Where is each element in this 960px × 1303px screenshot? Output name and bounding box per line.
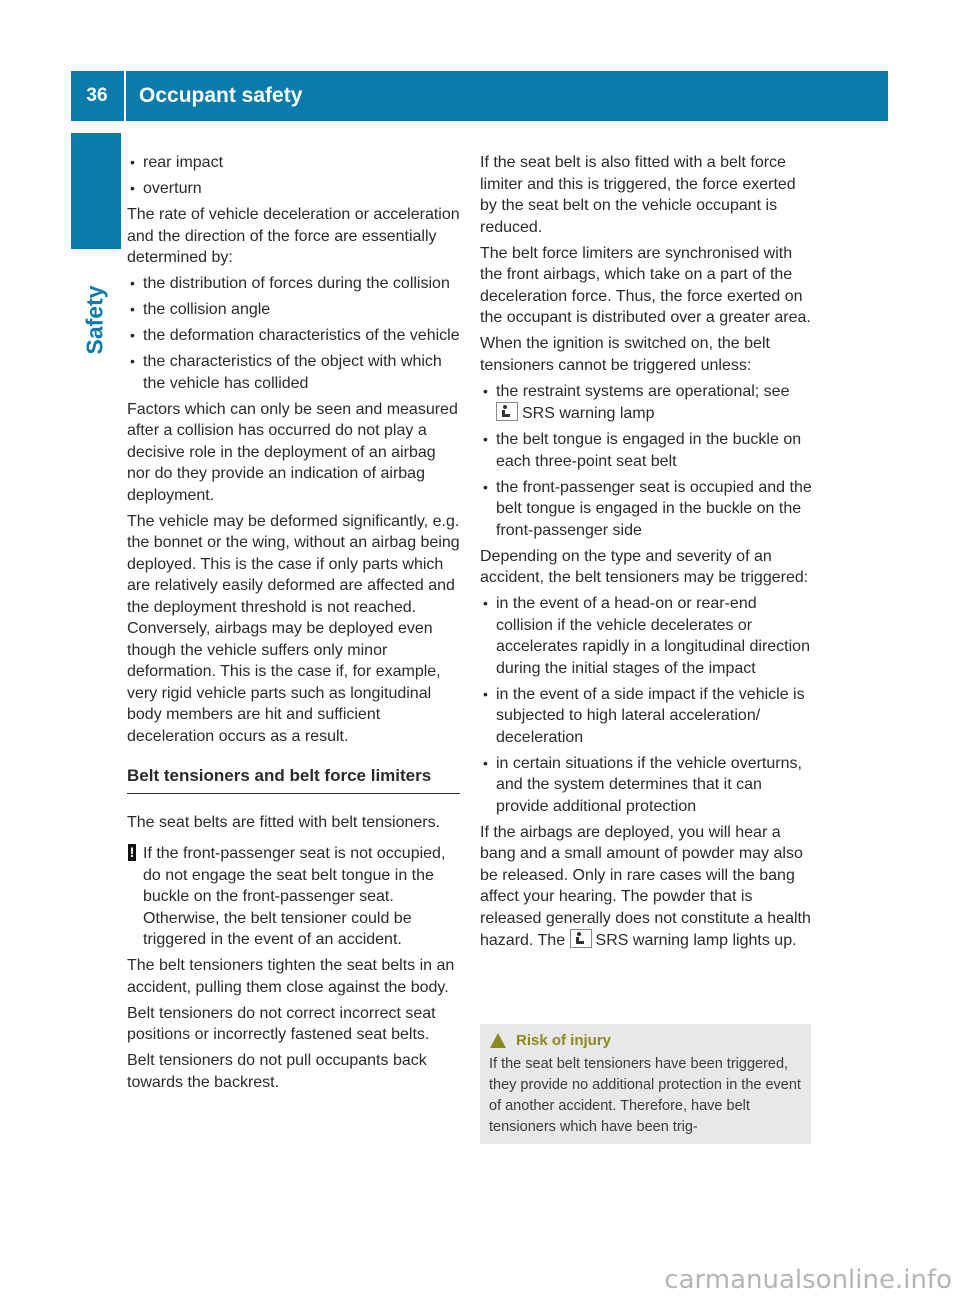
paragraph: Belt tensioners do not correct incorrect seat positions or incorrectly fastened seat belts.: [127, 1004, 436, 1043]
srs-lamp-reference[interactable]: SRS warning lamp: [522, 405, 655, 422]
paragraph: The belt force limiters are synchronised with the front airbags, which take on a part of the deceleration force. Thus, the force exerted on the occupant is distributed over a greater area.: [480, 244, 811, 326]
warning-triangle-icon: [490, 1033, 506, 1048]
left-column: [127, 152, 460, 1098]
paragraph: When the ignition is switched on, the belt tensioners cannot be triggered unless:: [480, 335, 770, 374]
side-label: [80, 285, 110, 355]
list-item-text: the front-passenger seat is occupied and the belt tongue is engaged in the buckle on the front-passenger side: [496, 478, 812, 539]
side-label-text: Safety: [81, 285, 108, 355]
paragraph: Depending on the type and severity of an accident, the belt tensioners may be triggered:: [480, 547, 809, 586]
paragraph: The seat belts are fitted with belt tensioners.: [127, 813, 441, 831]
list-item-text: in the event of a head-on or rear-end collision if the vehicle decelerates or accelerates rapidly in a longitudinal direction during the initial stages of the impact: [496, 595, 810, 677]
list-item: [127, 152, 460, 174]
srs-airbag-icon: [496, 402, 518, 421]
list-item-text: the characteristics of the object with which the vehicle has collided: [143, 353, 442, 392]
list-item: [480, 429, 813, 472]
list-item: [480, 593, 813, 679]
bullet-icon: •: [130, 275, 135, 291]
page-header: [71, 71, 888, 121]
bullet-icon: •: [483, 754, 488, 771]
side-tab: [71, 133, 121, 249]
list-item: [127, 273, 460, 295]
paragraph: The belt tensioners tighten the seat belts in an accident, pulling them close against the body.: [127, 957, 455, 996]
list-item-text: the deformation characteristics of the vehicle: [143, 327, 460, 344]
bullet-icon: •: [130, 353, 135, 369]
list-item-text: in certain situations if the vehicle overturns, and the system determines that it can provide additional protection: [496, 754, 802, 815]
list-item-text: in the event of a side impact if the vehicle is subjected to high lateral acceleration/ deceleration: [496, 685, 805, 746]
paragraph: Factors which can only be seen and measured after a collision has occurred do not play a decisive role in the deployment of an airbag nor do they provide an indication of airbag deployment.: [127, 400, 458, 504]
list-item: [127, 299, 460, 321]
list-item-text: the belt tongue is engaged in the buckle on each three-point seat belt: [496, 431, 802, 470]
warning-title: [490, 1030, 611, 1051]
srs-airbag-icon: [570, 929, 592, 948]
list-item-text: overturn: [143, 180, 202, 197]
bullet-icon: •: [483, 431, 488, 447]
paragraph: The rate of vehicle deceleration or acceleration and the direction of the force are essentially determined by:: [127, 206, 460, 266]
bullet-icon: •: [483, 382, 488, 399]
bullet-icon: •: [130, 154, 135, 170]
list-item-text: the restraint systems are operational; see: [496, 382, 790, 400]
bullet-icon: •: [483, 478, 488, 495]
damage-note: [127, 843, 460, 951]
watermark: carmanualsonline.info: [664, 1265, 952, 1295]
section-heading: Belt tensioners and belt force limiters: [127, 765, 460, 794]
list-item-text: the collision angle: [143, 301, 271, 318]
note-text: If the front-passenger seat is not occupied, do not engage the seat belt tongue in the buckle on the front-passenger seat. Otherwise, the belt tensioner could be triggered in the event of an accident.: [143, 845, 446, 948]
warning-box: [480, 1024, 811, 1144]
right-column: [480, 152, 813, 956]
list-item: [127, 325, 460, 347]
list-item: [480, 753, 813, 818]
paragraph: [480, 822, 813, 952]
list-item: [127, 351, 460, 394]
section-title: Occupant safety: [139, 84, 303, 107]
bullet-icon: •: [130, 301, 135, 317]
paragraph: The vehicle may be deformed significantly, e.g. the bonnet or the wing, without an airbag being deployed. This is the case if only parts which are relatively easily deformed are affected and the deployment threshold is not reached. Conversely, airbags may be deployed even though the vehicle suffers only minor deformation. This is the case if, for example, very rigid vehicle parts such as longitudinal body members are hit and sufficient deceleration occurs as a result.: [127, 512, 460, 745]
warning-text: If the seat belt tensioners have been triggered, they provide no additional protection in the event of another accident. Therefore, have belt tensioners which have been trig-: [489, 1056, 801, 1135]
paragraph-text: If the airbags are deployed, you will hear a bang and a small amount of powder may also be released. Only in rare cases will the bang affect your hearing. The powder that is released generally does not constitute a health hazard. The: [480, 823, 811, 949]
header-divider: [124, 71, 126, 121]
bullet-icon: •: [483, 595, 488, 611]
list-item: [480, 684, 813, 749]
list-item-text: rear impact: [143, 154, 224, 171]
bullet-icon: •: [483, 685, 488, 702]
page-number: 36: [86, 85, 108, 106]
paragraph-text: SRS warning lamp lights up.: [595, 932, 797, 949]
list-item-text: the distribution of forces during the collision: [143, 275, 450, 292]
list-item: [127, 178, 460, 200]
paragraph: Belt tensioners do not pull occupants back towards the backrest.: [127, 1052, 427, 1091]
paragraph: If the seat belt is also fitted with a belt force limiter and this is triggered, the force exerted by the seat belt on the vehicle occupant is reduced.: [480, 154, 796, 236]
list-item: [480, 381, 813, 425]
warning-title-text: Risk of injury: [516, 1032, 612, 1049]
bullet-icon: •: [130, 180, 135, 196]
bullet-icon: •: [130, 327, 135, 343]
list-item: [480, 477, 813, 542]
exclamation-icon: !: [129, 844, 135, 860]
